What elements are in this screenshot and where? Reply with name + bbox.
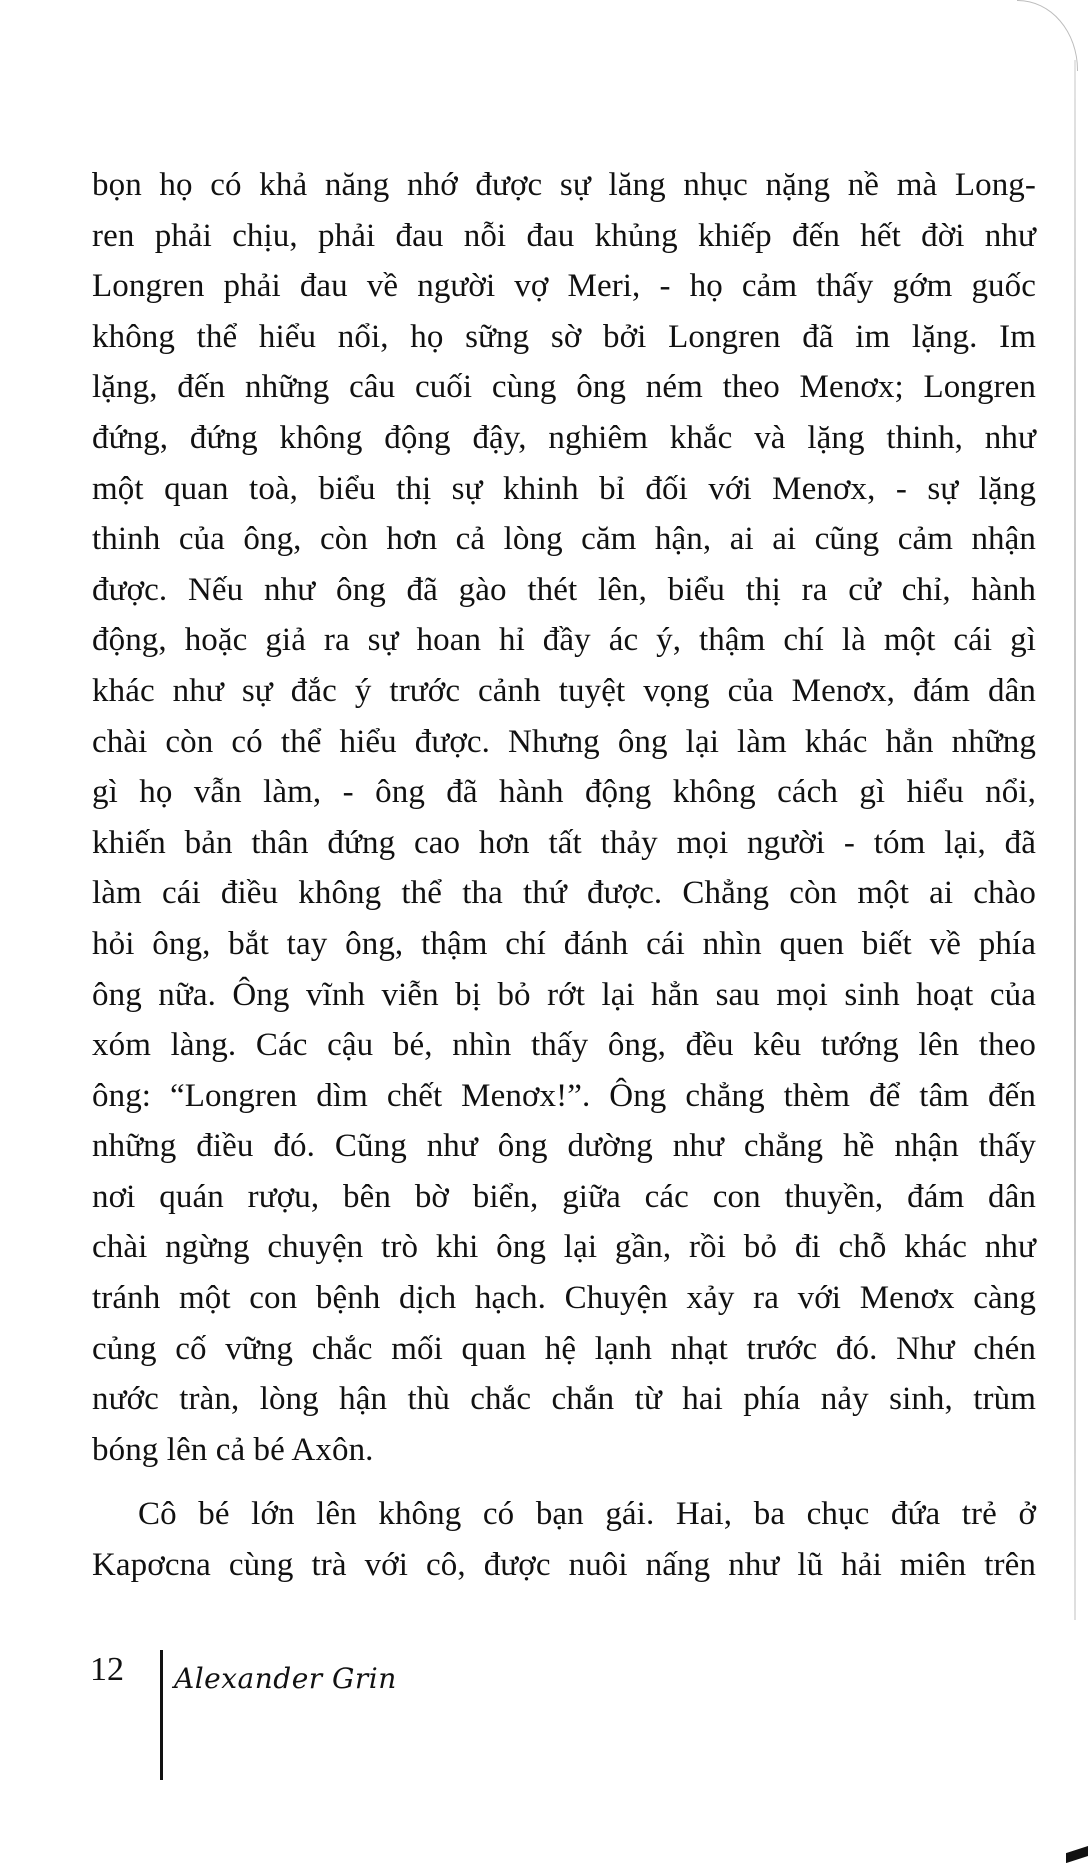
text-line: Longren phải đau về người vợ Meri, - họ cảm thấy gớm guốc xyxy=(92,268,1036,305)
paragraph-spacer xyxy=(92,1475,1036,1489)
text-line: nước tràn, lòng hận thù chắc chắn từ hai phía nảy sinh, trùm xyxy=(92,1381,1036,1418)
running-footer-author: Alexander Grin xyxy=(174,1662,397,1695)
text-line: nơi quán rượu, bên bờ biển, giữa các con thuyền, đám dân xyxy=(92,1178,1036,1215)
text-line: thinh của ông, còn hơn cả lòng căm hận, ai ai cũng cảm nhận xyxy=(92,521,1036,558)
page-footer xyxy=(90,1650,590,1790)
paragraph-2 xyxy=(92,1489,1036,1590)
text-line: hỏi ông, bắt tay ông, thậm chí đánh cái nhìn quen biết về phía xyxy=(92,925,1036,962)
text-line: chài còn có thể hiểu được. Nhưng ông lại làm khác hẳn những xyxy=(92,723,1036,760)
text-line: Cô bé lớn lên không có bạn gái. Hai, ba chục đứa trẻ ở xyxy=(138,1496,1036,1533)
paragraph-1 xyxy=(92,160,1036,1475)
text-line: ren phải chịu, phải đau nỗi đau khủng khiếp đến hết đời như xyxy=(92,217,1036,254)
text-line: ông nữa. Ông vĩnh viễn bị bỏ rớt lại hẳn sau mọi sinh hoạt của xyxy=(92,976,1036,1013)
page-edge xyxy=(1074,60,1076,1620)
text-line: xóm làng. Các cậu bé, nhìn thấy ông, đều kêu tướng lên theo xyxy=(92,1027,1036,1064)
text-line: chài ngừng chuyện trò khi ông lại gần, rồi bỏ đi chỗ khác như xyxy=(92,1229,1036,1266)
text-line: được. Nếu như ông đã gào thét lên, biểu thị ra cử chỉ, hành xyxy=(92,571,1036,608)
text-line: không thể hiểu nổi, họ sững sờ bởi Longren đã im lặng. Im xyxy=(92,318,1036,355)
page-edge-curl xyxy=(1017,0,1078,71)
text-line: củng cố vững chắc mối quan hệ lạnh nhạt trước đó. Như chén xyxy=(92,1330,1036,1367)
text-line: đứng, đứng không động đậy, nghiêm khắc và lặng thinh, như xyxy=(92,419,1036,456)
text-line: bọn họ có khả năng nhớ được sự lăng nhục nặng nề mà Long- xyxy=(92,167,1036,203)
text-line: khác như sự đắc ý trước cảnh tuyệt vọng của Menơx, đám dân xyxy=(92,672,1036,709)
text-line: một quan toà, biểu thị sự khinh bỉ đối với Menơx, - sự lặng xyxy=(92,470,1036,507)
text-line: tránh một con bệnh dịch hạch. Chuyện xảy ra với Menơx càng xyxy=(92,1280,1036,1317)
text-line: bóng lên cả bé Axôn. xyxy=(92,1431,374,1468)
text-line: lặng, đến những câu cuối cùng ông ném theo Menơx; Longren xyxy=(92,369,1036,406)
footer-divider xyxy=(160,1650,163,1780)
body-text xyxy=(92,160,1036,1591)
text-line: khiến bản thân đứng cao hơn tất thảy mọi người - tóm lại, đã xyxy=(92,824,1036,861)
text-line: gì họ vẫn làm, - ông đã hành động không cách gì hiểu nổi, xyxy=(92,774,1036,811)
text-line: những điều đó. Cũng như ông dường như chẳng hề nhận thấy xyxy=(92,1128,1036,1165)
text-line: Kapơcna cùng trà với cô, được nuôi nấng như lũ hải miên trên xyxy=(92,1547,1036,1584)
text-line: làm cái điều không thể tha thứ được. Chẳng còn một ai chào xyxy=(92,875,1036,912)
page-corner-shadow xyxy=(1066,1846,1088,1863)
text-line: động, hoặc giả ra sự hoan hỉ đầy ác ý, thậm chí là một cái gì xyxy=(92,622,1036,659)
page-number: 12 xyxy=(90,1651,124,1688)
text-line: ông: “Longren dìm chết Menơx!”. Ông chẳng thèm để tâm đến xyxy=(92,1077,1036,1114)
